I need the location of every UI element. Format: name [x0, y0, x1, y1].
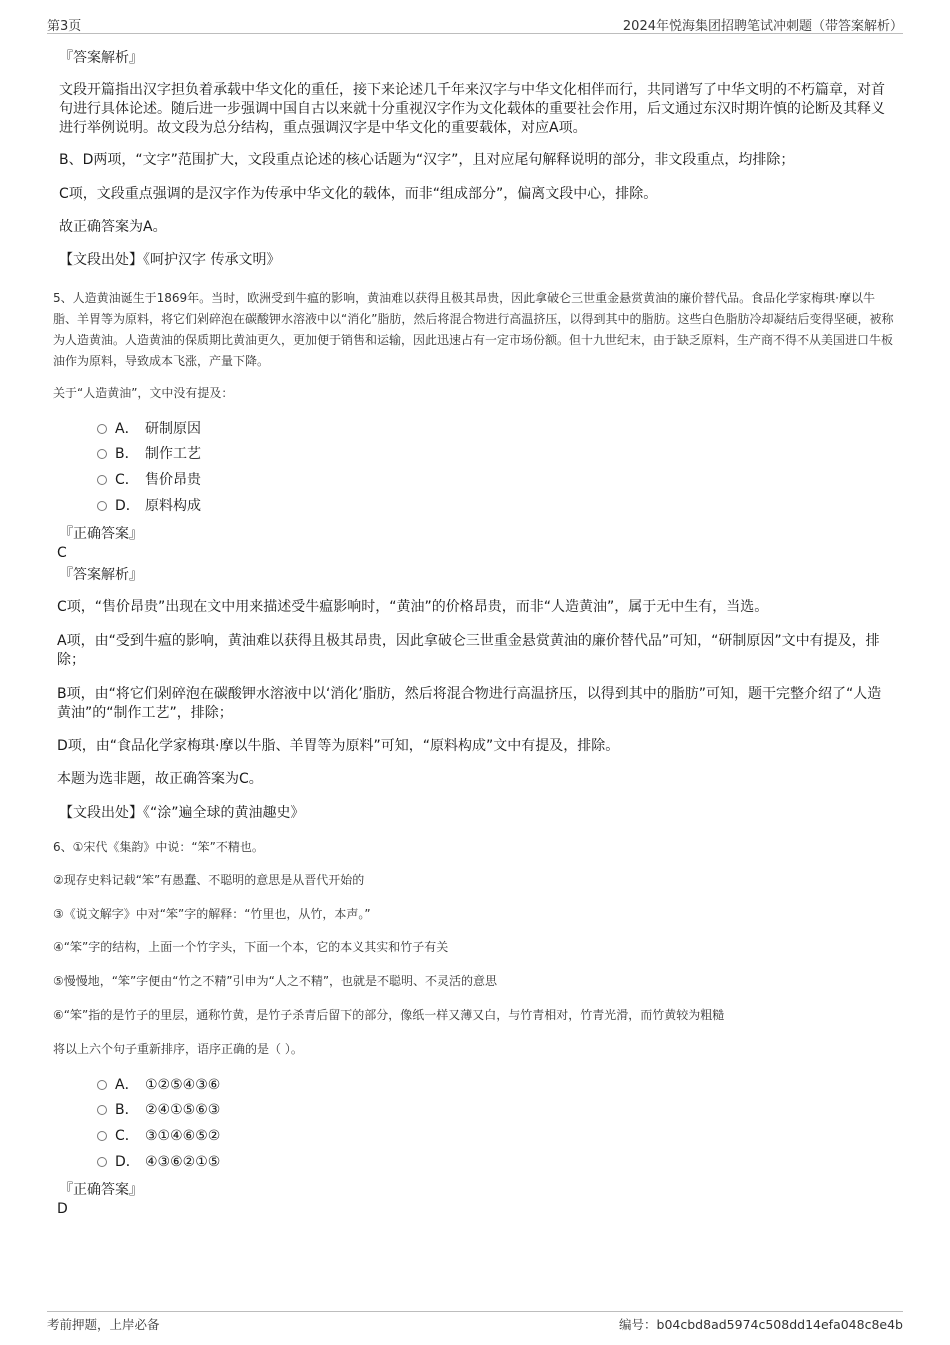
q5-option-b[interactable]: B． 制作工艺 [97, 444, 201, 464]
q6-option-b[interactable]: B． ②④①⑤⑥③ [97, 1100, 220, 1120]
q6-sentence-5: ⑤慢慢地，“笨”字便由“竹之不精”引申为“人之不精”，也就是不聪明、不灵活的意思 [53, 974, 498, 988]
q6-sentence-1: 6、①宋代《集韵》中说：“笨”不精也。 [53, 840, 264, 854]
page-footer [47, 1311, 903, 1338]
q6-sentence-3: ③《说文解字》中对“笨”字的解释：“竹里也，从竹，本声。” [53, 907, 371, 921]
page-number: 第3页 [47, 19, 82, 34]
q6-option-a[interactable]: A． ①②⑤④③⑥ [97, 1075, 220, 1095]
q6-option-d[interactable]: D． ④③⑥②①⑤ [97, 1152, 220, 1172]
q5-option-a[interactable]: A． 研制原因 [97, 419, 201, 439]
footer-code: 编号：b04cbd8ad5974c508dd14efa048c8e4b [619, 1317, 903, 1332]
q5-analysis-b: B项，由“将它们剁碎泡在碳酸钾水溶液中以‘消化’脂肪，然后将混合物进行高温挤压，以得到其中的脂肪”可知，题干完整介绍了“人造黄油”的“制作工艺”，排除； [57, 686, 882, 721]
radio-icon[interactable] [97, 1131, 107, 1141]
q5-question: 关于“人造黄油”，文中没有提及： [53, 386, 234, 400]
q5-source: 【文段出处】《“涂”遍全球的黄油趣史》 [59, 805, 305, 821]
q5-analysis-d: D项，由“食品化学家梅琪·摩以牛脂、羊胃等为原料”可知，“原料构成”文中有提及，排除。 [57, 738, 620, 754]
radio-icon[interactable] [97, 501, 107, 511]
radio-icon[interactable] [97, 1080, 107, 1090]
q5-conclusion: 本题为选非题，故正确答案为C。 [57, 771, 263, 787]
footer-slogan: 考前押题，上岸必备 [47, 1317, 160, 1332]
q6-question: 将以上六个句子重新排序，语序正确的是（ ）。 [53, 1042, 303, 1056]
q5-analysis-a: A项，由“受到牛瘟的影响，黄油难以获得且极其昂贵，因此拿破仑三世重金悬赏黄油的廉价替代品”可知，“研制原因”文中有提及，排除； [57, 633, 880, 668]
q4-analysis-paragraph: 文段开篇指出汉字担负着承载中华文化的重任，接下来论述几千年来汉字与中华文化相伴而行，共同谱写了中华文明的不朽篇章，对首句进行具体论述。随后进一步强调中国自古以来就十分重视汉字作为文化载体的重要社会作用，后文通过东汉时期许慎的论断及其释义进行举例说明。故文段为总分结构，重点强调汉字是中华文化的重要载体，对应A项。 [59, 82, 885, 136]
q5-answer-label: 『正确答案』 [59, 526, 143, 542]
page-header [47, 13, 903, 34]
q4-analysis-bd: B、D两项，“文字”范围扩大，文段重点论述的核心话题为“汉字”，且对应尾句解释说明的部分，非文段重点，均排除； [59, 152, 795, 168]
radio-icon[interactable] [97, 449, 107, 459]
q4-analysis-label: 『答案解析』 [59, 50, 143, 66]
radio-icon[interactable] [97, 1105, 107, 1115]
q5-stem: 5、人造黄油诞生于1869年。当时，欧洲受到牛瘟的影响，黄油难以获得且极其昂贵，因此拿破仑三世重金悬赏黄油的廉价替代品。食品化学家梅琪·摩以牛脂、羊胃等为原料，将它们剁碎泡在碳酸钾水溶液中以“消化”脂肪，然后将混合物进行高温挤压，以得到其中的脂肪。这些白色脂肪冷却凝结后变得坚硬，被称为人造黄油。人造黄油的保质期比黄油更久，更加便于销售和运输，因此迅速占有一定市场份额。但十九世纪末，由于缺乏原料，生产商不得不从美国进口牛板油作为原料，导致成本飞涨，产量下降。 [53, 291, 894, 368]
q5-option-d[interactable]: D． 原料构成 [97, 496, 201, 516]
q6-answer: D [57, 1201, 68, 1217]
q6-option-c[interactable]: C． ③①④⑥⑤② [97, 1126, 220, 1146]
radio-icon[interactable] [97, 1157, 107, 1167]
q5-option-c[interactable]: C． 售价昂贵 [97, 470, 201, 490]
q6-answer-label: 『正确答案』 [59, 1182, 143, 1198]
document-title: 2024年悦海集团招聘笔试冲刺题（带答案解析） [622, 19, 903, 34]
q6-sentence-4: ④“笨”字的结构，上面一个竹字头，下面一个本，它的本义其实和竹子有关 [53, 940, 449, 954]
radio-icon[interactable] [97, 475, 107, 485]
q5-analysis-label: 『答案解析』 [59, 567, 143, 583]
q4-source: 【文段出处】《呵护汉字 传承文明》 [59, 252, 281, 268]
q5-answer: C [57, 545, 67, 561]
q5-analysis-c: C项，“售价昂贵”出现在文中用来描述受牛瘟影响时，“黄油”的价格昂贵，而非“人造黄油”，属于无中生有，当选。 [57, 599, 769, 615]
q4-conclusion: 故正确答案为A。 [59, 219, 167, 235]
q6-sentence-2: ②现存史料记载“笨”有愚蠢、不聪明的意思是从晋代开始的 [53, 873, 365, 887]
q6-sentence-6: ⑥“笨”指的是竹子的里层，通称竹黄，是竹子杀青后留下的部分，像纸一样又薄又白，与竹青相对，竹青光滑，而竹黄较为粗糙 [53, 1008, 725, 1022]
radio-icon[interactable] [97, 424, 107, 434]
q4-analysis-c: C项，文段重点强调的是汉字作为传承中华文化的载体，而非“组成部分”，偏离文段中心，排除。 [59, 186, 658, 202]
